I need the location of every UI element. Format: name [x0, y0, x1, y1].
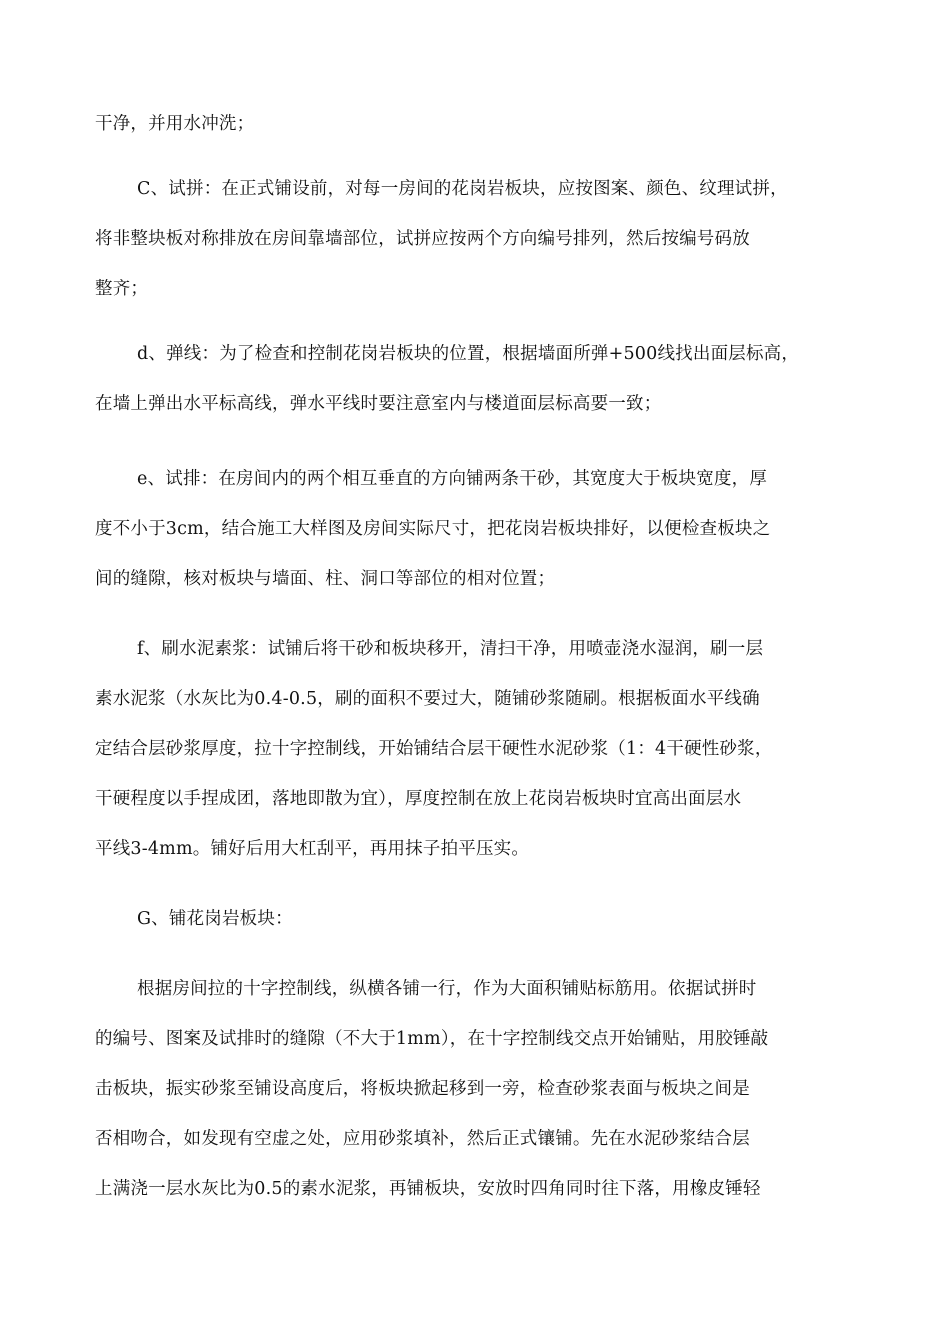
paragraph-f-line: 干硬程度以手捏成团，落地即散为宜），厚度控制在放上花岗岩板块时宜高出面层水	[95, 789, 742, 809]
paragraph-g-line: 根据房间拉的十字控制线，纵横各铺一行，作为大面积铺贴标筋用。依据试拼时	[137, 979, 757, 999]
paragraph-f-line: 平线3-4mm。铺好后用大杠刮平，再用抹子拍平压实。	[95, 839, 530, 859]
paragraph-c-line: C、试拼：在正式铺设前，对每一房间的花岗岩板块，应按图案、颜色、纹理试拼，	[137, 179, 788, 199]
paragraph-d-line: 在墙上弹出水平标高线，弹水平线时要注意室内与楼道面层标高要一致；	[95, 394, 662, 414]
text-line: 干净，并用水冲洗；	[95, 114, 255, 134]
paragraph-c-line: 整齐；	[95, 279, 149, 299]
paragraph-f-line: 素水泥浆（水灰比为0.4-0.5，刷的面积不要过大，随铺砂浆随刷。根据板面水平线确	[95, 689, 760, 709]
paragraph-d-line: d、弹线：为了检查和控制花岗岩板块的位置，根据墙面所弹+500线找出面层标高，	[137, 344, 800, 364]
paragraph-g-line: 击板块，振实砂浆至铺设高度后，将板块掀起移到一旁，检查砂浆表面与板块之间是	[95, 1079, 750, 1099]
paragraph-c-line: 将非整块板对称排放在房间靠墙部位，试拼应按两个方向编号排列，然后按编号码放	[95, 229, 750, 249]
paragraph-f-line: f、刷水泥素浆：试铺后将干砂和板块移开，清扫干净，用喷壶浇水湿润，刷一层	[137, 639, 764, 659]
heading-g: G、铺花岗岩板块：	[137, 909, 293, 929]
paragraph-f-line: 定结合层砂浆厚度，拉十字控制线，开始铺结合层干硬性水泥砂浆（1：4干硬性砂浆，	[95, 739, 773, 759]
paragraph-e-line: 间的缝隙，核对板块与墙面、柱、洞口等部位的相对位置；	[95, 569, 556, 589]
paragraph-e-line: e、试排：在房间内的两个相互垂直的方向铺两条干砂，其宽度大于板块宽度，厚	[137, 469, 768, 489]
paragraph-g-line: 的编号、图案及试排时的缝隙（不大于1mm），在十字控制线交点开始铺贴，用胶锤敲	[95, 1029, 769, 1049]
paragraph-g-line: 上满浇一层水灰比为0.5的素水泥浆，再铺板块，安放时四角同时往下落，用橡皮锤轻	[95, 1179, 761, 1199]
paragraph-e-line: 度不小于3cm，结合施工大样图及房间实际尺寸，把花岗岩板块排好，以便检查板块之	[95, 519, 771, 539]
paragraph-g-line: 否相吻合，如发现有空虚之处，应用砂浆填补，然后正式镶铺。先在水泥砂浆结合层	[95, 1129, 750, 1149]
